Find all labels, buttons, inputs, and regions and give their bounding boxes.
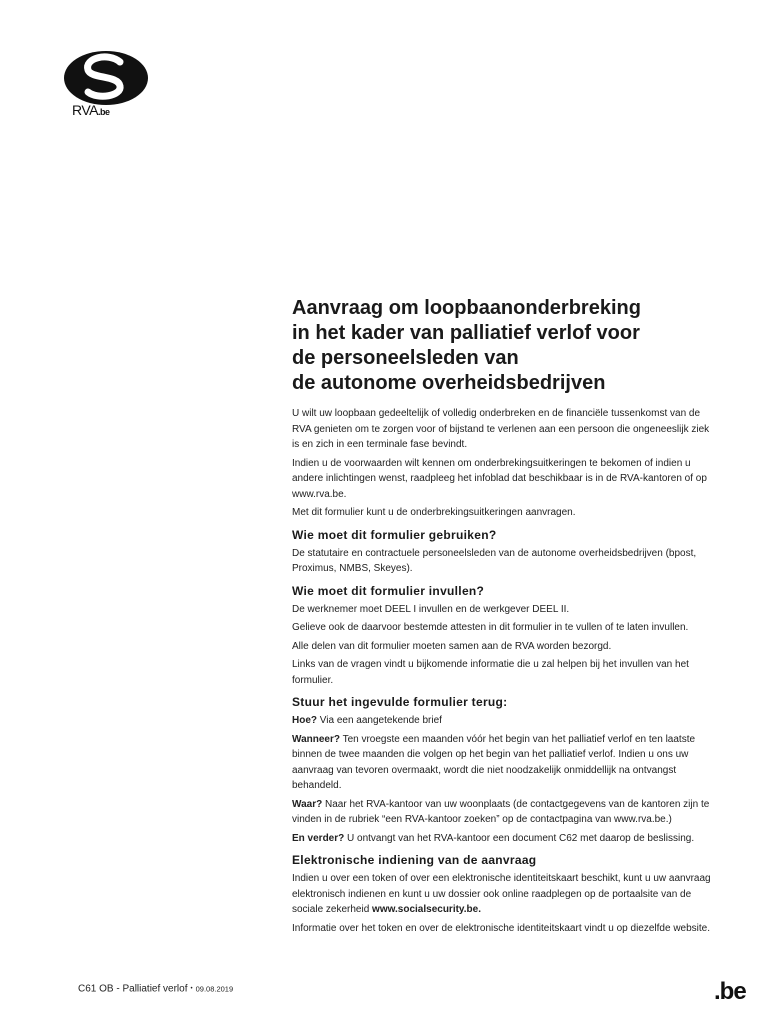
electronic-text: Indien u over een token of over een elektronische identiteitskaart beschikt, kunt u uw aanvraag elektronisch indienen en kunt u uw dossier ook online raadplegen op de portaalsite van de sociale zekerheid — [292, 873, 711, 915]
send-back-label: Hoe? — [292, 715, 317, 726]
belgian-government-be-logo: .be — [714, 978, 746, 1005]
send-back-label: Wanneer? — [292, 733, 340, 745]
send-back-item — [292, 831, 716, 847]
socialsecurity-link[interactable]: www.socialsecurity.be. — [372, 904, 481, 915]
who-fills-paragraph: Gelieve ook de daarvoor bestemde attesten in dit formulier in te vullen of te laten invullen. — [292, 622, 689, 633]
section-heading-who-fills: Wie moet dit formulier invullen? — [292, 583, 485, 598]
who-fills-paragraph: Links van de vragen vindt u bijkomende informatie die u zal helpen bij het invullen van het formulier. — [292, 659, 689, 686]
electronic-paragraph-after: Informatie over het token en over de elektronische identiteitskaart vindt u op diezelfde website. — [292, 922, 711, 934]
who-uses-text: De statutaire en contractuele personeelsleden van de autonome overheidsbedrijven (bpost, Proximus, NMBS, Skeyes). — [292, 547, 697, 574]
section-heading-electronic: Elektronische indiening van de aanvraag — [292, 853, 537, 867]
rva-logo — [62, 48, 152, 126]
send-back-text: Via een aangetekende brief — [319, 715, 442, 726]
send-back-text: U ontvangt van het RVA-kantoor een document C62 met daarop de beslissing. — [347, 832, 695, 844]
form-date: 09.08.2019 — [195, 984, 234, 994]
page-footer — [78, 983, 233, 996]
section-heading-send-back: Stuur het ingevulde formulier terug: — [292, 695, 508, 709]
electronic-paragraph — [292, 871, 716, 918]
who-fills-paragraph: Alle delen van dit formulier moeten samen aan de RVA worden bezorgd. — [292, 640, 612, 652]
title-line: Aanvraag om loopbaanonderbreking — [292, 297, 641, 319]
logo-text-main: RVA — [72, 102, 98, 118]
send-back-label: Waar? — [292, 798, 323, 810]
page-title — [292, 296, 716, 396]
send-back-item — [292, 732, 716, 794]
send-back-label: En verder? — [292, 832, 345, 844]
send-back-item — [292, 713, 716, 729]
title-line: de personeelsleden van — [292, 347, 519, 369]
intro-paragraph: Met dit formulier kunt u de onderbrekingsuitkeringen aanvragen. — [292, 507, 576, 518]
form-code: C61 OB - Palliatief verlof — [78, 983, 188, 995]
logo-text — [72, 102, 110, 118]
section-heading-who-uses: Wie moet dit formulier gebruiken? — [292, 527, 497, 542]
intro-paragraph: Indien u de voorwaarden wilt kennen om onderbrekingsuitkeringen te bekomen of indien u andere inlichtingen wenst, raadpleeg het infoblad dat beschikbaar is in de RVA-kantoren of op www.rva.be. — [292, 457, 707, 500]
title-line: de autonome overheidsbedrijven — [292, 372, 606, 394]
main-content — [292, 296, 716, 939]
send-back-text: Ten vroegste een maanden vóór het begin van het palliatief verlof en ten laatste binnen de twee maanden die volgen op het begin van het palliatief verlof. Indien u ons uw aanvraag van tevoren overmaakt, wordt die niet noodzakelijk onmiddellijk na ontvangst behandeld. — [292, 733, 696, 791]
title-line: in het kader van palliatief verlof voor — [292, 322, 640, 344]
footer-separator: • — [190, 986, 193, 992]
who-fills-paragraph: De werknemer moet DEEL I invullen en de werkgever DEEL II. — [292, 603, 570, 615]
intro-paragraph: U wilt uw loopbaan gedeeltelijk of volledig onderbreken en de financiële tussenkomst van de RVA genieten om te zorgen voor of bijstand te verlenen aan een persoon die ongeneeslijk ziek is en zich in een terminale fase bevindt. — [292, 408, 710, 450]
send-back-item — [292, 797, 716, 828]
send-back-text: Naar het RVA-kantoor van uw woonplaats (de contactgegevens van de kantoren zijn te vinden in de rubriek “een RVA-kantoor zoeken” op de contactpagina van www.rva.be.) — [292, 798, 710, 825]
rva-logo-icon — [62, 48, 152, 106]
logo-text-suffix: .be — [98, 107, 110, 117]
